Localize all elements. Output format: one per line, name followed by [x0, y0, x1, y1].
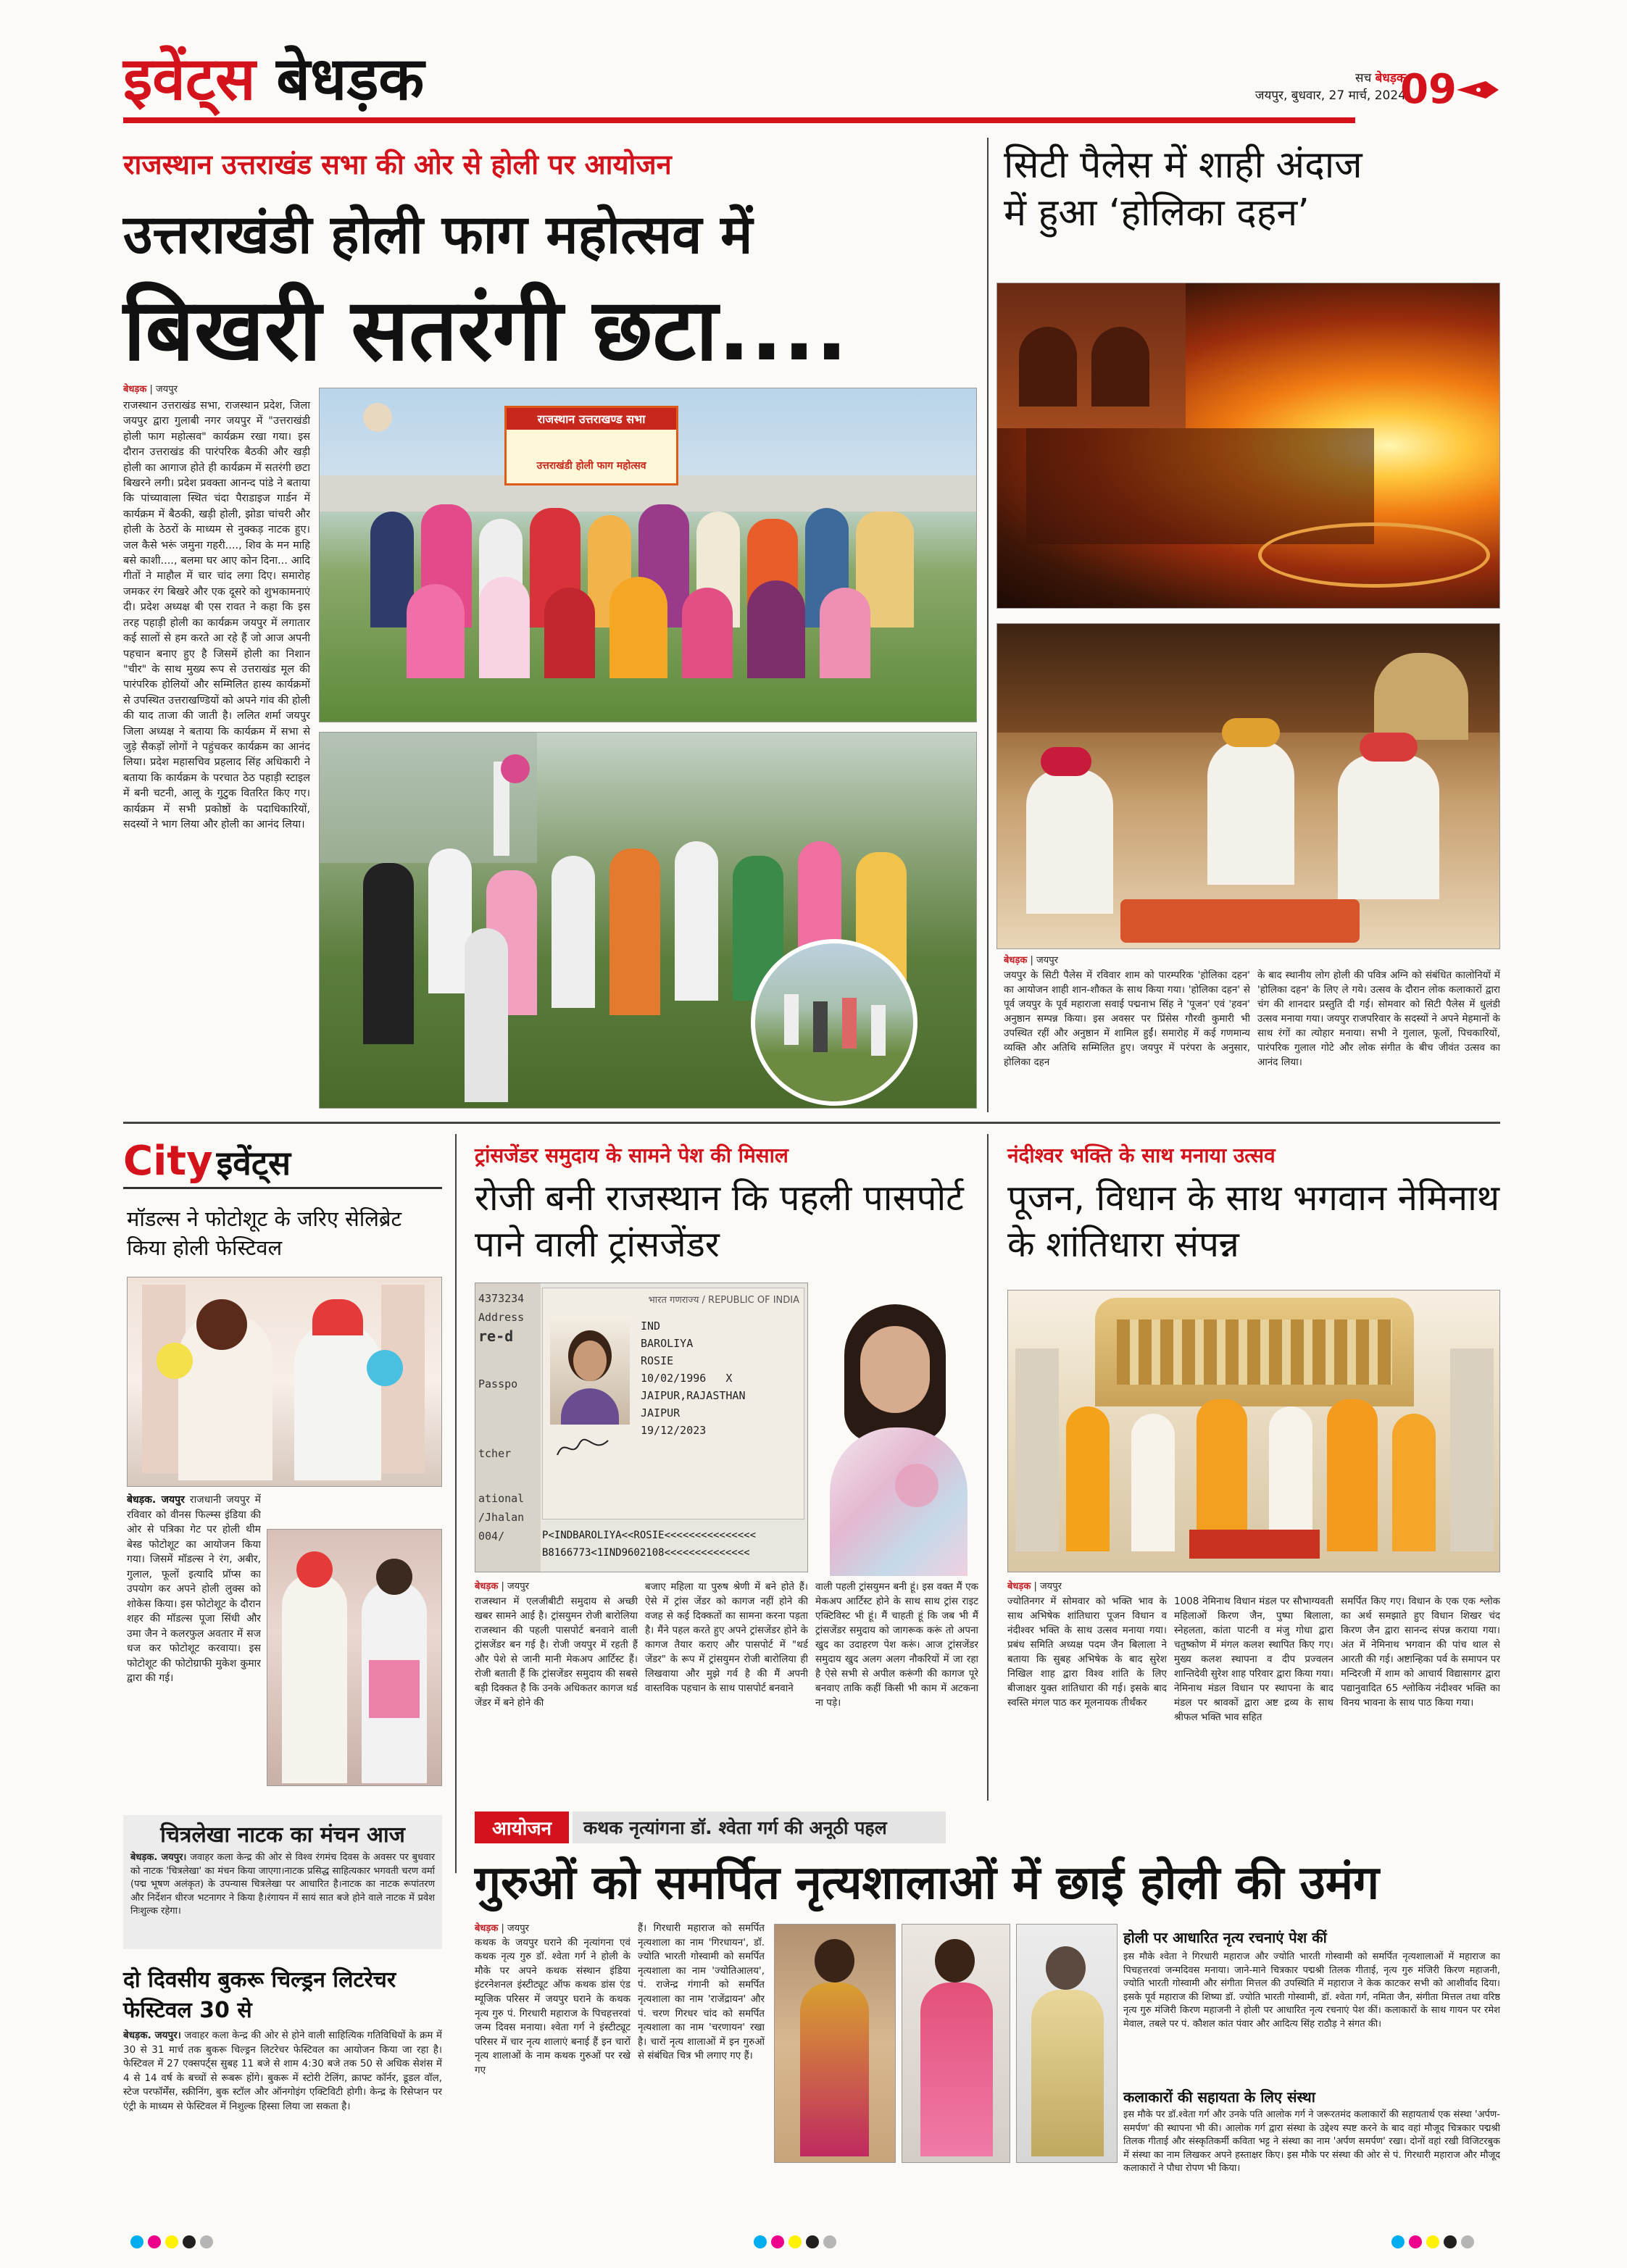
section-divider	[123, 1122, 1500, 1124]
story2-headline-line1: सिटी पैलेस में शाही अंदाज	[1004, 143, 1362, 187]
city-body: राजधानी जयपुर में रविवार को वीनस फिल्म्स इंडिया की ओर से पत्रिका गेट पर होली थीम बेस्ड फोटोशूट का आयोजन किया गया। जिसमें मॉडल्स ने रंग, अबीर, गुलाल, फूलों इत्यादि प्रॉप्स का उपयोग कर अपने होली लुक्स को शोकेस किया। इस फोटोशूट के दौरान शहर की मॉडल्स पूजा सिंधी और उमा जैन ने कलरफुल अवतार में सज धज कर फोटोशूट करवाया। इस फोटोशूट की फोटोग्राफी मुकेश कुमार द्वारा की गई।	[127, 1494, 261, 1684]
rosie-portrait-photo	[815, 1290, 978, 1576]
story4-byline-org: बेधड़क	[1007, 1581, 1031, 1592]
story1-headline-line1: उत्तराखंडी होली फाग महोत्सव में	[123, 204, 753, 266]
grey-dot	[1461, 2235, 1474, 2248]
story2-headline-line2: में हुआ ‘होलिका दहन’	[1004, 191, 1310, 235]
magenta-dot	[771, 2235, 784, 2248]
signature-icon	[554, 1433, 612, 1462]
cyan-dot	[754, 2235, 767, 2248]
group-photo-banner	[319, 388, 977, 722]
chitralekha-byline: बेधड़क. जयपुर।	[130, 1852, 187, 1863]
story4-byline-city: जयपुर	[1040, 1581, 1062, 1592]
grey-dot	[823, 2235, 836, 2248]
story4-headline: पूजन, विधान के साथ भगवान नेमिनाथ के शांतिधारा संपन्न	[1007, 1177, 1500, 1265]
passport-mrz-2: B8166773<1IND9602108<<<<<<<<<<<<<<	[542, 1547, 750, 1559]
story1-headline-line2: बिखरी सतरंगी छटा....	[123, 280, 848, 380]
story5-sub2: कलाकारों की सहायता के लिए संस्था	[1123, 2088, 1315, 2106]
story2-body-col2: के बाद स्थानीय लोग होली की पवित्र अग्नि को संबंधित कालोनियों में 'होलिका दहन' के लिए ले गये। उत्सव के दौरान लोक कलाकारों द्वारा चंग की शानदार प्रस्तुति दी गई। सोमवार को सिटी पैलेस में धुलंडी उत्सव मनाया गया। जयपुर राजपरिवार के सदस्यों ने अपने मेहमानों के साथ रंगों का त्योहार मनाया। सभी ने गुलाल, फूलों, पिचकारियों, पारंपरिक गुलाल गोटे और लोक संगीत के बीच जीवंत उत्सव का आनंद लिया।	[1257, 970, 1500, 1068]
print-registration-left	[130, 2235, 217, 2251]
pen-nib-icon	[1457, 75, 1500, 104]
city-logo-word: City	[123, 1138, 213, 1185]
cyan-dot	[1391, 2235, 1405, 2248]
story5-col3a	[1123, 1951, 1500, 2088]
passport-photo	[475, 1283, 808, 1572]
story4-body-col2: 1008 नेमिनाथ विधान मंडल पर सौभाग्यवती महिलाओं किरण जैन, पुष्पा बिलाला, स्नेहलता, कांता पाटनी व मंजु गोधा द्वारा चतुष्कोण में मंगल कलश स्थापित किए गए। मुख्य कलश स्थापना व दीप प्रज्वलन शान्तिदेवी सुरेश शाह परिवार द्वारा किया गया। नेमिनाथ मंडल विधान पर स्थापना के बाद मंडल पर श्रावकों द्वारा अष्ट द्रव्य के साथ श्रीफल भक्ति भाव सहित	[1174, 1596, 1333, 1723]
yellow-dot	[788, 2235, 802, 2248]
story1-byline-org: बेधड़क	[123, 384, 147, 395]
passport-country: IND	[641, 1319, 661, 1333]
story3-byline-org: बेधड़क	[475, 1581, 499, 1592]
passport-surname: BAROLIYA	[641, 1337, 694, 1350]
story3-kicker: ट्रांसजेंडर समुदाय के सामने पेश की मिसाल	[475, 1143, 788, 1167]
passport-dob: 10/02/1996	[641, 1372, 707, 1385]
jain-temple-photo	[1007, 1290, 1500, 1572]
story5-body-col3b: इस मौके पर डॉ.श्वेता गर्ग और उनके पति आलोक गर्ग ने जरूरतमंद कलाकारों की सहायतार्थ एक संस्था 'अर्पण-समर्पण' की स्थापना भी की। आलोक गर्ग द्वारा संस्था के उद्देश्य स्पष्ट करने के बाद वहां मौजूद चित्रकार पद्मश्री तिलक गीताई और संस्कृतिकर्मी कविता भट्ट ने संस्था का नाम 'अर्पण समर्पण' रखा। दोनों वहां रखी विजिटरबुक में संस्था का नाम लिखकर अपने हस्ताक्षर किए। इस मौके पर संस्था की ओर से पं. गिरधारी महाराज और मौजूद कलाकारों ने पौधा रोपण भी किया।	[1123, 2109, 1500, 2174]
masthead	[123, 43, 1500, 123]
print-registration-center	[754, 2235, 841, 2251]
story1-kicker: राजस्थान उत्तराखंड सभा की ओर से होली पर आयोजन	[123, 149, 672, 180]
black-dot	[1444, 2235, 1457, 2248]
column-rule-3	[987, 1134, 989, 1801]
magenta-dot	[1409, 2235, 1422, 2248]
chitralekha-box	[123, 1815, 442, 1949]
story4-kicker: नंदीश्वर भक्ति के साथ मनाया उत्सव	[1007, 1143, 1276, 1167]
dateline: जयपुर, बुधवार, 27 मार्च, 2024	[1254, 88, 1406, 103]
section-title-black: बेधड़क	[276, 45, 425, 114]
black-dot	[183, 2235, 196, 2248]
magenta-dot	[148, 2235, 161, 2248]
bukaroo-headline: दो दिवसीय बुकरू चिल्ड्रन लिटरेचर फेस्टिवल 30 से	[123, 1967, 396, 2023]
city-logo-underline	[123, 1187, 442, 1189]
page-number: 09	[1400, 66, 1457, 113]
city-events-logo	[123, 1138, 291, 1185]
story4-body-col3: समर्पित किए गए। विधान के एक एक श्लोक का अर्थ समझाते हुए विधान शिखर चंद किरण जैन द्वारा सानन्द संपन्न कराया गया। अंत में नेमिनाथ भगवान की पांच थाल से आरती की गई। अष्टान्हिका पर्व के समापन पर मन्दिरजी में शाम को आचार्य विद्यासागर द्वारा पद्यानुवादित 65 श्लोकिय नंदीश्वर भक्ति का विनय भावना के साथ पाठ किया गया।	[1341, 1596, 1500, 1709]
story3-body-col1: राजस्थान में एलजीबीटी समुदाय से अच्छी खबर सामने आई है। ट्रांसयुमन रोजी बारोलिया राजस्थान की पहली पासपोर्ट बनवाने वाली ट्रांसजेंडर बन गई है। रोजी जयपुर में रहती हैं और पेशे से जानी मानी मेकअप आर्टिस्ट हैं। रोजी बताती हैं कि ट्रांसजेंडर समुदाय की सबसे बड़ी दिक्कत है कि उनके अधिकतर कागज थर्ड जेंडर में बने होने की	[475, 1596, 638, 1709]
passport-side-3: re-d	[478, 1327, 514, 1345]
kathak-photo-1	[774, 1924, 896, 2163]
passport-side-1: 4373234	[478, 1292, 525, 1305]
story3-body-col2: बजाए महिला या पुरुष श्रेणी में बने होते हैं। ऐसे में ट्रांस जेंडर को कागज नहीं होने की वजह से कई दिक्कतों का सामना करना पड़ता है। मैंने पहल करते हुए अपने ट्रांसजेंडर होने के कागज तैयार कराए और पासपोर्ट में "थर्ड जेंडर" के रूप में ट्रांसयुमन रोजी बारोलिया ही लिखवाया और मुझे गर्व है की मैं अपनी वास्तविक पहचान के साथ पासपोर्ट बनवाने	[645, 1581, 808, 1694]
story2-byline-org: बेधड़क	[1004, 955, 1028, 966]
dance-photo-garden	[319, 732, 977, 1109]
story5-body-col1: कथक के जयपुर घराने की नृत्यांगना एवं कथक नृत्य गुरु डॉ. श्वेता गर्ग ने होली के मौके पर अपने कथक संस्थान इंडिया इंटरनेशनल इंस्टीट्यूट ऑफ कथक डांस एंड म्यूजिक परिसर में जयपुर घराने के कथक नृत्य गुरु पं. गिरधारी महाराज के पिचहत्तरवां जन्म दिवस मनाया। श्वेता गर्ग ने इंस्टीट्यूट परिसर में चार नृत्य शालाएं बनाई हैं इन चारों नृत्य शालाओं के नाम कथक गुरुओं पर रखे गए	[475, 1936, 631, 2076]
story5-kicker: कथक नृत्यांगना डॉ. श्वेता गर्ग की अनूठी पहल	[583, 1817, 887, 1838]
story5-col3b	[1123, 2109, 1500, 2196]
models-photo-2	[267, 1529, 442, 1786]
havan-puja-photo	[996, 623, 1500, 949]
story2-col2	[1257, 968, 1500, 1113]
story5-sub1: होली पर आधारित नृत्य रचनाएं पेश कीं	[1123, 1929, 1327, 1946]
story4-col1: बेधड़क | जयपुर ज्योतिनगर में सोमवार को भक्ति भाव के साथ अभिषेक शांतिधारा पूजन विधान व नंदीश्वर भक्ति के साथ उत्सव मनाया गया। प्रबंध समिति अध्यक्ष पदम जैन बिलाला ने बताया कि सुबह अभिषेक के बाद सुरेश निखिल शाह द्वारा विश्व शांति के लिए बीजाक्षर युक्त शांतिधारा की गई। इसके बाद स्वस्ति मंगल पाठ कर मूलनायक तीर्थंकर	[1007, 1581, 1167, 1709]
story1-text: बेधड़क | जयपुर राजस्थान उत्तराखंड सभा, राजस्थान प्रदेश, जिला जयपुर द्वारा गुलाबी नगर जयपुर में "उत्तराखंडी होली फाग महोत्सव" कार्यक्रम रखा गया। इस दौरान उत्तराखंड की पारंपरिक बैठकी और खड़ी होली का आगाज होते ही कार्यक्रम में सतरंगी छटा बिखरने लगी। प्रदेश प्रवक्ता आनन्द पांडे ने बताया कि पांच्यावाला स्थित चंदा पैराडाइज गार्डन में कार्यक्रम में बैठकी, खड़ी होली, झोडा चांचरी और होली के ठेठरों के माध्यम से नुक्कड़ नाटक हुए। जल कैसे भरूं जमुना गहरी...., शिव के मन माहि बसे काशी...., बलमा घर आए कोन दिना... आदि गीतों ने माहौल में चार चांद लगा दिए। समारोह जमकर रंग बिखरे और एक दूसरे को शुभकामनाएं दी। प्रदेश अध्यक्ष बी एस रावत ने कहा कि इस तरह पहाड़ी होली का कार्यक्रम जयपुर में लगातार कई सालों से हम करते आ रहे हैं जो आज अपनी पहचान बनाए हुए है जिसमें होली का निशान "चीर" के साथ मुख्य रूप से उत्तराखंड मूल की पारंपरिक होलियों और सम्मिलित हास्य कार्यक्रमों से उपस्थित उत्तराखण्डियों को अपने गांव की होली की याद ताजा की जाती है। ललित शर्मा जयपुर जिला अध्यक्ष ने बताया कि कार्यक्रम में सभा से जुड़े सैकड़ों लोगों ने पहुंचकर कार्यक्रम का आनंद लिया। प्रदेश महासचिव प्रहलाद सिंह अधिकारी ने बताया कि कार्यक्रम के परचात ठेठ पहाड़ी स्टाइल में बनी चटनी, आलू के गुटुक वितरित किए गए। कार्यक्रम में सभी प्रकोष्ठों के पदाधिकारियों, सदस्यों ने भाग लिया और होली का आनंद लिया।	[123, 383, 310, 1107]
story3-byline-city: जयपुर	[507, 1581, 529, 1592]
yellow-dot	[1426, 2235, 1439, 2248]
event-banner	[504, 406, 678, 485]
passport-side-6: ational	[478, 1492, 525, 1505]
banner-line1: राजस्थान उत्तराखण्ड सभा	[507, 408, 676, 430]
passport-expiry: 19/12/2023	[641, 1424, 707, 1437]
story5-headline: गुरुओं को समर्पित नृत्यशालाओं में छाई होली की उमंग	[475, 1856, 1380, 1910]
banner-line2: उत्तराखंडी होली फाग महोत्सव	[536, 460, 646, 472]
story5-byline-org: बेधड़क	[475, 1923, 499, 1934]
city-byline: बेधड़क. जयपुर	[127, 1494, 185, 1506]
chitralekha-body: जवाहर कला केन्द्र की ओर से विश्व रंगमंच दिवस के अवसर पर बुधवार को नाटक 'चित्रलेखा' का मंचन किया जाएगा।नाटक प्रसिद्ध साहित्यकार भगवती चरण वर्मा (पद्म भूषण अलंकृत) के उपन्यास चित्रलेखा पर आधारित है।नाटक का नाटक रूपांतरण और निर्देशन धीरज भटनागर ने किया है।रंगायन में सायं सात बजे होने वाले नाटक में प्रवेश निःशुल्क रहेगा।	[130, 1852, 436, 1917]
story5-tag: आयोजन	[475, 1812, 569, 1843]
story3-col1: बेधड़क | जयपुर राजस्थान में एलजीबीटी समुदाय से अच्छी खबर सामने आई है। ट्रांसयुमन रोजी बारोलिया राजस्थान की पहली पासपोर्ट बनवाने वाली ट्रांसजेंडर बन गई है। रोजी जयपुर में रहती हैं और पेशे से जानी मानी मेकअप आर्टिस्ट हैं। रोजी बताती हैं कि ट्रांसजेंडर समुदाय की सबसे बड़ी दिक्कत है कि उनके अधिकतर कागज थर्ड जेंडर में बने होने की	[475, 1581, 638, 1709]
story3-body-col3: वाली पहली ट्रांसयुमन बनी हूं। इस वक्त मैं एक मेकअप आर्टिस्ट होने के साथ साथ ट्रांस राइट एक्टिविस्ट भी हूं। मैं चाहती हूं कि जब भी मैं ट्रांसजेंडर समुदाय को जागरूक करूं तो अपना खुद का उदाहरण पेश करूं। आज ट्रांसजेंडर समुदाय खुद अलग अलग नौकरियों में जा रहा है ऐसे सभी से अपील करूंगी की कागज पूरे बनवाए ताकि कहीं किसी भी काम में अटकना ना पड़े।	[815, 1581, 978, 1709]
kathak-photo-2	[902, 1924, 1010, 2163]
print-registration-right	[1391, 2235, 1478, 2251]
chitralekha-headline: चित्रलेखा नाटक का मंचन आज	[160, 1822, 405, 1848]
story4-body-col1: ज्योतिनगर में सोमवार को भक्ति भाव के साथ अभिषेक शांतिधारा पूजन विधान व नंदीश्वर भक्ति के साथ उत्सव मनाया गया। प्रबंध समिति अध्यक्ष पदम जैन बिलाला ने बताया कि सुबह अभिषेक के बाद सुरेश निखिल शाह द्वारा विश्व शांति के लिए बीजाक्षर युक्त शांतिधारा की गई। इसके बाद स्वस्ति मंगल पाठ कर मूलनायक तीर्थंकर	[1007, 1596, 1167, 1709]
grey-dot	[200, 2235, 213, 2248]
story5-body-col2: हैं। गिरधारी महाराज को समर्पित नृत्यशाला का नाम 'गिरधायन', डॉ. ज्योति भारती गोस्वामी को समर्पित नृत्यशाला का नाम 'ज्योतिआलय', पं. राजेन्द्र गंगानी को समर्पित नृत्यशाला का नाम 'राजेंद्रायन' और पं. चरण गिरधर चांद को समर्पित नृत्यशाला का नाम 'चरणायन' रखा है। चारों नृत्य शालाओं में इन गुरुओं से संबंधित चित्र भी लगाए गए हैं।	[638, 1922, 765, 2062]
models-photo-1	[127, 1277, 442, 1487]
story2-byline-city: जयपुर	[1036, 955, 1058, 966]
bukaroo-body: जवाहर कला केन्द्र की ओर से होने वाली साहित्यिक गतिविधियों के क्रम में 30 से 31 मार्च तक बुकरू चिल्ड्रन लिटरेचर फेस्टिवल का आयोजन किया जा रहा है। फेस्टिवल में 27 एक्सपर्ट्स सुबह 11 बजे से शाम 4:30 बजे तक 50 से अधिक सेशंस में 4 से 14 वर्ष के बच्चों से रूबरू होंगे। बुकरू में स्टोरी टेलिंग, क्राफ्ट कॉर्नर, डूडल वॉल, स्टेज परफॉर्मेंस, स्क्रीनिंग, बुक स्टॉल और ऑनगोइंग एक्टिविटी होगी। केन्द्र के रिसेप्शन पर एंट्री के माध्यम से फेस्टिवल में निशुल्क हिस्सा लिया जा सकता है।	[123, 2030, 442, 2112]
passport-side-7: /Jhalan	[478, 1511, 525, 1524]
city-text	[127, 1493, 261, 1797]
story5-body-col3a: इस मौके श्वेता ने गिरधारी महाराज और ज्योति भारती गोस्वामी को समर्पित नृत्यशालाओं में महाराज का पिचहत्तरवां जन्मदिवस मनाया। जाने-माने चित्रकार पद्मश्री तिलक गीताई, नृत्य गुरु मंजिरी किरण महाजनी, ज्योति भारती गोस्वामी और संगीता मित्तल की उपस्थिति में महाराज ने केक काटकर सभी को आशीर्वाद दिया। इसके पूर्व महाराज की शिष्या डॉ. ज्योति भारती गोस्वामी, डॉ. श्वेता गर्ग, नमिता जैन, संगीता मित्तल तथा वरिष्ठ नृत्य गुरु मंजिरी किरण महाजनी ने होली पर आधारित नृत्य रचनाएं पेश कीं। कलाकारों के साथ गायन पर रमेश मेवाल, तबले पर पं. कौशल कांत पंवार और आदित्य सिंह राठौड़ ने संगत की।	[1123, 1951, 1500, 2030]
section-title-red: इवेंट्स	[123, 45, 256, 114]
story4-col2	[1174, 1594, 1333, 1801]
passport-portrait	[550, 1316, 630, 1425]
passport-place: JAIPUR,RAJASTHAN	[641, 1389, 746, 1402]
story5-col2	[638, 1922, 765, 2182]
brand-name: बेधड़क	[1375, 71, 1406, 86]
story5-col1: बेधड़क | जयपुर कथक के जयपुर घराने की नृत्यांगना एवं कथक नृत्य गुरु डॉ. श्वेता गर्ग ने होली के मौके पर अपने कथक संस्थान इंडिया इंटरनेशनल इंस्टीट्यूट ऑफ कथक डांस एंड म्यूजिक परिसर में जयपुर घराने के कथक नृत्य गुरु पं. गिरधारी महाराज के पिचहत्तरवां जन्म दिवस मनाया। श्वेता गर्ग ने इंस्टीट्यूट परिसर में चार नृत्य शालाएं बनाई हैं इन चारों नृत्य शालाओं के नाम कथक गुरुओं पर रखे गए	[475, 1922, 631, 2182]
story2-body-col1: जयपुर के सिटी पैलेस में रविवार शाम को पारम्परिक 'होलिका दहन' का आयोजन शाही शान-शौकत के साथ किया गया। 'होलिका दहन' से पूर्व जयपुर के पूर्व महाराजा सवाई पद्मनाभ सिंह ने 'पूजन' एवं 'हवन' अनुष्ठान सम्पन्न किया। इस अवसर पर प्रिंसेस गौरवी कुमारी भी उपस्थित रहीं और अनुष्ठान में शामिल हुईं। समारोह में कई गणमान्य व्यक्ति और अतिथि सम्मिलित हुए। जयपुर में परंपरा के अनुसार, होलिका दहन	[1004, 970, 1250, 1068]
passport-side-8: 004/	[478, 1530, 505, 1543]
story4-col3	[1341, 1594, 1500, 1801]
passport-sex: X	[725, 1372, 733, 1385]
story5-byline-city: जयपुर	[507, 1923, 529, 1934]
story1-body: राजस्थान उत्तराखंड सभा, राजस्थान प्रदेश, जिला जयपुर द्वारा गुलाबी नगर जयपुर में "उत्तराखंडी होली फाग महोत्सव" कार्यक्रम रखा गया। इस दौरान उत्तराखंड की पारंपरिक बैठकी और खड़ी होली का आगाज होते ही कार्यक्रम में सतरंगी छटा बिखरने लगी। प्रदेश प्रवक्ता आनन्द पांडे ने बताया कि पांच्यावाला स्थित चंदा पैराडाइज गार्डन में कार्यक्रम में बैठकी, खड़ी होली, झोडा चांचरी और होली के ठेठरों के माध्यम से नुक्कड़ नाटक हुए। जल कैसे भरूं जमुना गहरी...., शिव के मन माहि बसे काशी...., बलमा घर आए कोन दिना... आदि गीतों ने माहौल में चार चांद लगा दिए। समारोह जमकर रंग बिखरे और एक दूसरे को शुभकामनाएं दी। प्रदेश अध्यक्ष बी एस रावत ने कहा कि इस तरह पहाड़ी होली का कार्यक्रम जयपुर में लगातार कई सालों से हम करते आ रहे हैं जो आज अपनी पहचान बनाए हुए है जिसमें होली का निशान "चीर" के साथ मुख्य रूप से उत्तराखंड मूल की पारंपरिक होलियों और सम्मिलित हास्य कार्यक्रमों से उपस्थित उत्तराखण्डियों को अपने गांव की होली की याद ताजा की जाती है। ललित शर्मा जयपुर जिला अध्यक्ष ने बताया कि कार्यक्रम में सभा से जुड़े सैकड़ों लोगों ने पहुंचकर कार्यक्रम का आनंद लिया। प्रदेश महासचिव प्रहलाद सिंह अधिकारी ने बताया कि कार्यक्रम के परचात ठेठ पहाड़ी स्टाइल में बनी चटनी, आलू के गुटुक वितरित किए गए। कार्यक्रम में सभी प्रकोष्ठों के पदाधिकारियों, सदस्यों ने भाग लिया और होली का आनंद लिया।	[123, 400, 310, 830]
inset-round-photo	[751, 939, 917, 1106]
masthead-rule	[123, 117, 1355, 123]
passport-side-5: tcher	[478, 1447, 512, 1460]
passport-header: भारत गणराज्य / REPUBLIC OF INDIA	[648, 1295, 799, 1306]
story3-col2	[645, 1580, 808, 1801]
bukaroo-text	[123, 2029, 442, 2159]
city-headline: मॉडल्स ने फोटोशूट के जरिए सेलिब्रेट किया होली फेस्टिवल	[127, 1206, 402, 1260]
passport-side-4: Passpo	[478, 1377, 518, 1391]
bukaroo-byline: बेधड़क. जयपुर।	[123, 2030, 181, 2041]
column-rule-2	[455, 1134, 457, 1873]
city-logo-events: इवेंट्स	[216, 1143, 291, 1183]
cyan-dot	[130, 2235, 143, 2248]
black-dot	[806, 2235, 819, 2248]
kathak-photo-3	[1016, 1924, 1118, 2163]
passport-given: ROSIE	[641, 1354, 674, 1367]
passport-side-2: Address	[478, 1311, 525, 1324]
story2-col1: बेधड़क | जयपुर जयपुर के सिटी पैलेस में रविवार शाम को पारम्परिक 'होलिका दहन' का आयोजन शाही शान-शौकत के साथ किया गया। 'होलिका दहन' से पूर्व जयपुर के पूर्व महाराजा सवाई पद्मनाभ सिंह ने 'पूजन' एवं 'हवन' अनुष्ठान सम्पन्न किया। इस अवसर पर प्रिंसेस गौरवी कुमारी भी उपस्थित रहीं और अनुष्ठान में शामिल हुईं। समारोह में कई गणमान्य व्यक्ति और अतिथि सम्मिलित हुए। जयपुर में परंपरा के अनुसार, होलिका दहन	[1004, 955, 1250, 1068]
passport-issue-place: JAIPUR	[641, 1406, 681, 1419]
story3-col3	[815, 1580, 978, 1801]
column-rule	[987, 138, 989, 1112]
passport-mrz-1: P<INDBAROLIYA<<ROSIE<<<<<<<<<<<<<<<	[542, 1530, 757, 1541]
yellow-dot	[165, 2235, 178, 2248]
holika-fire-photo	[996, 283, 1500, 609]
story3-headline: रोजी बनी राजस्थान कि पहली पासपोर्ट पाने वाली ट्रांसजेंडर	[475, 1177, 964, 1265]
story1-byline-city: जयपुर	[156, 384, 178, 395]
brand-prefix: सच	[1355, 71, 1372, 86]
